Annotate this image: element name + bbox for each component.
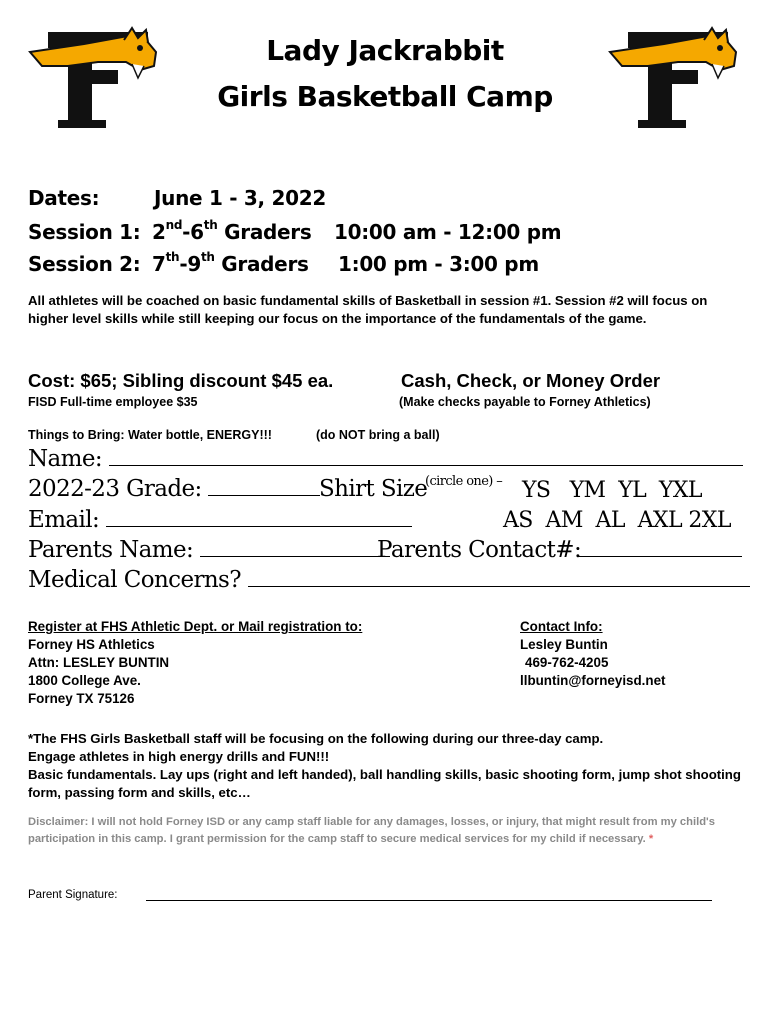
jackrabbit-logo-right bbox=[608, 26, 740, 130]
contact-heading: Contact Info: bbox=[520, 619, 603, 634]
registration-line3: 1800 College Ave. bbox=[28, 673, 141, 688]
session2-time: 1:00 pm - 3:00 pm bbox=[338, 252, 539, 276]
name-field[interactable] bbox=[109, 446, 743, 466]
session1-grades bbox=[152, 220, 311, 244]
grade-label: 2022-23 Grade: bbox=[28, 476, 202, 502]
grade-row bbox=[28, 476, 320, 502]
email-field[interactable] bbox=[106, 507, 412, 527]
shirt-size-note: (circle one) – bbox=[425, 474, 503, 489]
registration-line4: Forney TX 75126 bbox=[28, 691, 135, 706]
session2-grades bbox=[152, 252, 309, 276]
name-label: Name: bbox=[28, 446, 103, 472]
session2-grade-start: 7 bbox=[152, 252, 166, 276]
contact-block bbox=[520, 618, 665, 690]
parent-signature-field[interactable] bbox=[146, 900, 712, 901]
email-label: Email: bbox=[28, 507, 100, 533]
session1-grade-start-sup: nd bbox=[165, 218, 183, 232]
parents-row bbox=[28, 537, 390, 563]
session1-grade-suffix: Graders bbox=[217, 220, 312, 244]
disclaimer bbox=[28, 814, 750, 848]
payable-note: (Make checks payable to Forney Athletics) bbox=[399, 395, 651, 409]
session2-label: Session 2: bbox=[28, 252, 141, 276]
jackrabbit-logo-left bbox=[28, 26, 160, 130]
contact-email[interactable]: llbuntin@forneyisd.net bbox=[520, 673, 666, 688]
dates-value: June 1 - 3, 2022 bbox=[154, 186, 326, 210]
name-row bbox=[28, 446, 743, 472]
cost-main: Cost: $65; Sibling discount $45 ea. bbox=[28, 370, 334, 391]
parents-contact-field[interactable] bbox=[578, 537, 742, 557]
session1-grade-end-sup: th bbox=[203, 218, 218, 232]
camp-title-line1: Lady Jackrabbit bbox=[266, 34, 504, 67]
registration-line1: Forney HS Athletics bbox=[28, 637, 155, 652]
camp-description: All athletes will be coached on basic fundamental skills of Basketball in session #1. Session #2 will focus on higher level skills while still keeping our focus on the importance of the fundamentals of the game. bbox=[28, 293, 708, 326]
contact-phone: 469-762-4205 bbox=[525, 655, 609, 670]
required-star-icon: * bbox=[648, 833, 654, 845]
session2-grade-end-sup: th bbox=[200, 250, 215, 264]
things-to-bring: Things to Bring: Water bottle, ENERGY!!! bbox=[28, 428, 272, 442]
session1-grade-end: -6 bbox=[182, 220, 204, 244]
registration-heading: Register at FHS Athletic Dept. or Mail registration to: bbox=[28, 619, 363, 634]
dates-label: Dates: bbox=[28, 186, 100, 210]
focus-line1: *The FHS Girls Basketball staff will be focusing on the following during our three-day camp. bbox=[28, 731, 604, 746]
youth-shirt-sizes[interactable]: YS YM YL YXL bbox=[522, 478, 702, 503]
payment-methods: Cash, Check, or Money Order bbox=[401, 370, 661, 391]
cost-employee: FISD Full-time employee $35 bbox=[28, 395, 198, 409]
session1-time: 10:00 am - 12:00 pm bbox=[334, 220, 562, 244]
parents-name-field[interactable] bbox=[200, 537, 390, 557]
session2-grade-end: -9 bbox=[179, 252, 201, 276]
email-row bbox=[28, 507, 412, 533]
session2-grade-start-sup: th bbox=[165, 250, 180, 264]
session1-grade-start: 2 bbox=[152, 220, 166, 244]
registration-block bbox=[28, 618, 362, 708]
contact-name: Lesley Buntin bbox=[520, 637, 608, 652]
parent-signature-label: Parent Signature: bbox=[28, 889, 118, 901]
adult-shirt-sizes[interactable]: AS AM AL AXL 2XL bbox=[503, 508, 731, 533]
grade-field[interactable] bbox=[208, 476, 320, 496]
focus-line3: Basic fundamentals. Lay ups (right and left handed), ball handling skills, basic shooting form, jump shot shooting form, passing form and skills, etc… bbox=[28, 767, 741, 800]
disclaimer-text: Disclaimer: I will not hold Forney ISD or any camp staff liable for any damages, losses, or injury, that might result from my child's participation in this camp. I grant permission for the camp staff to secure medical services for my child if necessary. bbox=[28, 816, 715, 845]
registration-line2: Attn: LESLEY BUNTIN bbox=[28, 655, 170, 670]
no-ball-note: (do NOT bring a ball) bbox=[316, 428, 440, 442]
focus-line2: Engage athletes in high energy drills and FUN!!! bbox=[28, 749, 330, 764]
medical-field[interactable] bbox=[248, 567, 750, 587]
medical-label: Medical Concerns? bbox=[28, 567, 241, 593]
focus-block bbox=[28, 730, 750, 802]
parents-name-label: Parents Name: bbox=[28, 537, 194, 563]
session1-label: Session 1: bbox=[28, 220, 141, 244]
parents-contact-label: Parents Contact#: bbox=[377, 537, 582, 563]
medical-row bbox=[28, 567, 750, 593]
shirt-size-label: Shirt Size bbox=[319, 476, 428, 502]
camp-title-line2: Girls Basketball Camp bbox=[217, 80, 553, 113]
session2-grade-suffix: Graders bbox=[214, 252, 309, 276]
parents-contact-line-wrap bbox=[578, 537, 742, 563]
